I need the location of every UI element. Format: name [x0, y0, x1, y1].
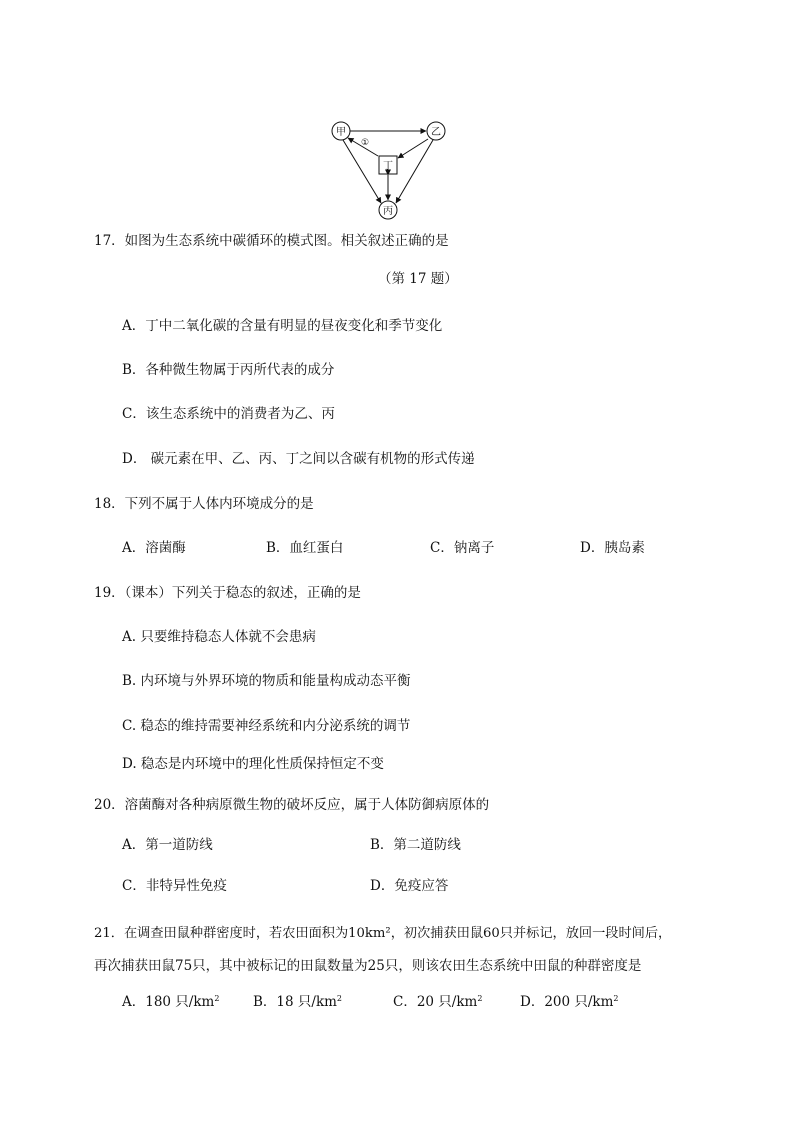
q17-option-c: C．该生态系统中的消费者为乙、丙 [122, 406, 335, 422]
arrow-label-1: ① [360, 138, 370, 148]
q21-stem-line1: 21．在调查田鼠种群密度时，若农田面积为10km²，初次捕获田鼠60只并标记，放回一段时间后， [94, 926, 672, 941]
q21-stem-line2: 再次捕获田鼠75只，其中被标记的田鼠数量为25只，则该农田生态系统中田鼠的种群密度是 [94, 958, 642, 974]
q18-option-d: D．胰岛素 [580, 540, 645, 556]
carbon-cycle-diagram [320, 118, 450, 222]
q20-option-a: A．第一道防线 [122, 837, 213, 853]
node-bing: 丙 [383, 206, 393, 217]
q21-option-b: B．18 只$/km^2$ [253, 994, 343, 1010]
q17-option-d: D． 碳元素在甲、乙、丙、丁之间以含碳有机物的形式传递 [122, 451, 475, 467]
arrow-yi-to-bing [396, 140, 433, 203]
node-jia: 甲 [336, 127, 346, 138]
q19-option-c: C. 稳态的维持需要神经系统和内分泌系统的调节 [122, 718, 411, 734]
q19-option-d: D. 稳态是内环境中的理化性质保持恒定不变 [122, 756, 384, 772]
q17-option-b: B．各种微生物属于丙所代表的成分 [122, 362, 335, 378]
arrow-yi-to-ding [398, 139, 428, 158]
q19-option-b: B. 内环境与外界环境的物质和能量构成动态平衡 [122, 673, 411, 689]
q18-stem: 18．下列不属于人体内环境成分的是 [94, 496, 314, 512]
q18-option-c: C．钠离子 [430, 540, 495, 556]
q19-option-a: A. 只要维持稳态人体就不会患病 [122, 629, 316, 645]
node-ding: 丁 [383, 161, 393, 172]
q20-option-b: B．第二道防线 [370, 837, 461, 853]
q18-option-b: B．血红蛋白 [266, 540, 344, 556]
q18-option-a: A．溶菌酶 [122, 540, 186, 556]
q20-stem: 20．溶菌酶对各种病原微生物的破坏反应，属于人体防御病原体的 [94, 797, 490, 813]
arrow-jia-to-bing [343, 140, 381, 203]
q19-stem: 19．（课本）下列关于稳态的叙述，正确的是 [94, 585, 361, 601]
q21-option-a: A．180 只$/km^2$ [122, 994, 220, 1010]
q21-option-c: C．20 只$/km^2$ [393, 994, 483, 1010]
q17-stem: 17．如图为生态系统中碳循环的模式图。相关叙述正确的是 [94, 233, 449, 249]
q21-option-d: D．200 只$/km^2$ [520, 994, 619, 1010]
q17-caption: （第 17 题） [378, 271, 458, 287]
q17-option-a: A．丁中二氧化碳的含量有明显的昼夜变化和季节变化 [122, 318, 443, 334]
node-yi: 乙 [431, 127, 441, 138]
q20-option-d: D．免疫应答 [370, 878, 449, 894]
q20-option-c: C．非特异性免疫 [122, 878, 227, 894]
